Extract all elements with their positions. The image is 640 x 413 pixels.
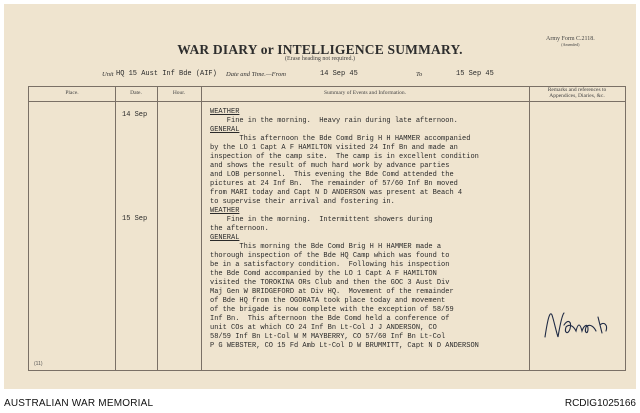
summary-line: from MARI today and Capt N D ANDERSON was present at Beach 4 (210, 189, 463, 197)
summary-line: by the LO 1 Capt A F HAMILTON visited 24 Inf Bn and made an (210, 144, 458, 152)
column-divider-hour (201, 87, 202, 370)
general-heading: GENERAL (210, 126, 240, 134)
army-form-number-line1: Army Form C.2118. (546, 36, 595, 42)
entry-date-14-sep: 14 Sep (122, 111, 148, 119)
column-header-remarks-line1: Remarks and references to (547, 87, 607, 93)
column-header-place: Place. (65, 90, 79, 96)
column-header-summary: Summary of Events and Information. (323, 90, 407, 96)
page-number: (11) (34, 361, 43, 367)
summary-line: Fine in the morning. Heavy rain during late afternoon. (210, 117, 458, 125)
summary-line: This afternoon the Bde Comd Brig H H HAMMER accompanied (210, 135, 471, 143)
summary-line: of Bde HQ from the OGORATA took place today and movement (210, 297, 446, 305)
summary-line: Fine in the morning. Intermittent showers during (210, 216, 433, 224)
summary-line: 58/59 Inf Bn Lt-Col W M MAYBERRY, CO 57/60 Inf Bn Lt-Col (210, 333, 446, 341)
summary-line: pictures at 24 Inf Bn. The remainder of 57/60 Inf Bn moved (210, 180, 458, 188)
summary-line: and shows the result of much hard work by advance parties (210, 162, 450, 170)
handwritten-signature (542, 307, 612, 343)
form-title: WAR DIARY or INTELLIGENCE SUMMARY. (177, 42, 463, 57)
archive-footer (0, 392, 640, 413)
summary-line: and LOB personnel. This evening the Bde Comd attended the (210, 171, 454, 179)
entry-date-15-sep: 15 Sep (122, 215, 148, 223)
from-date-value: 14 Sep 45 (320, 70, 358, 78)
summary-line: P G WEBSTER, CO 15 Fd Amb Lt-Col D W BRUMMITT, Capt N D ANDERSON (210, 342, 479, 350)
summary-line: visited the TOROKINA ORs Club and then the GOC 3 Aust Div (210, 279, 450, 287)
summary-line: Maj Gen W BRIDGEFORD at Div HQ. Movement of the remainder (210, 288, 454, 296)
summary-line: to supervise their arrival and fostering in. (210, 198, 395, 206)
summary-line: This morning the Bde Comd Brig H H HAMMER made a (210, 243, 442, 251)
summary-line: Inf Bn. This afternoon the Bde Comd held a conference of (210, 315, 450, 323)
document-id: RCDIG1025166 (564, 398, 636, 409)
general-heading: GENERAL (210, 234, 240, 242)
unit-label: Unit (102, 71, 114, 78)
war-diary-sheet (4, 4, 636, 389)
summary-line: the Bde Comd accompanied by the LO 1 Capt A F HAMILTON (210, 270, 437, 278)
summary-line: thorough inspection of the Bde HQ Camp which was found to (210, 252, 450, 260)
column-divider-date (157, 87, 158, 370)
form-subtitle: (Erase heading not required.) (285, 56, 355, 62)
column-header-remarks-line2: Appendices, Diaries, &c. (549, 92, 605, 99)
summary-line: inspection of the camp site. The camp is in excellent condition (210, 153, 479, 161)
column-divider-place (115, 87, 116, 370)
column-header-date: Date. (130, 90, 142, 96)
date-time-label: Date and Time.—From (226, 71, 286, 78)
unit-value: HQ 15 Aust Inf Bde (AIF) (116, 70, 217, 78)
column-divider-summary (529, 87, 530, 370)
summary-line: of the brigade is now complete with the exception of 58/59 (210, 306, 454, 314)
summary-line: unit COs at which CO 24 Inf Bn Lt-Col J J ANDERSON, CO (210, 324, 437, 332)
to-label: To (416, 71, 423, 78)
army-form-number-line2: (Amended) (561, 42, 580, 47)
archive-name: AUSTRALIAN WAR MEMORIAL (4, 398, 154, 409)
column-header-hour: Hour. (172, 90, 186, 96)
summary-line: be in a satisfactory condition. Following his inspection (210, 261, 450, 269)
weather-heading: WEATHER (210, 207, 240, 215)
to-date-value: 15 Sep 45 (456, 70, 494, 78)
weather-heading: WEATHER (210, 108, 240, 116)
summary-line: the afternoon. (210, 225, 269, 233)
column-header-remarks (529, 88, 625, 99)
